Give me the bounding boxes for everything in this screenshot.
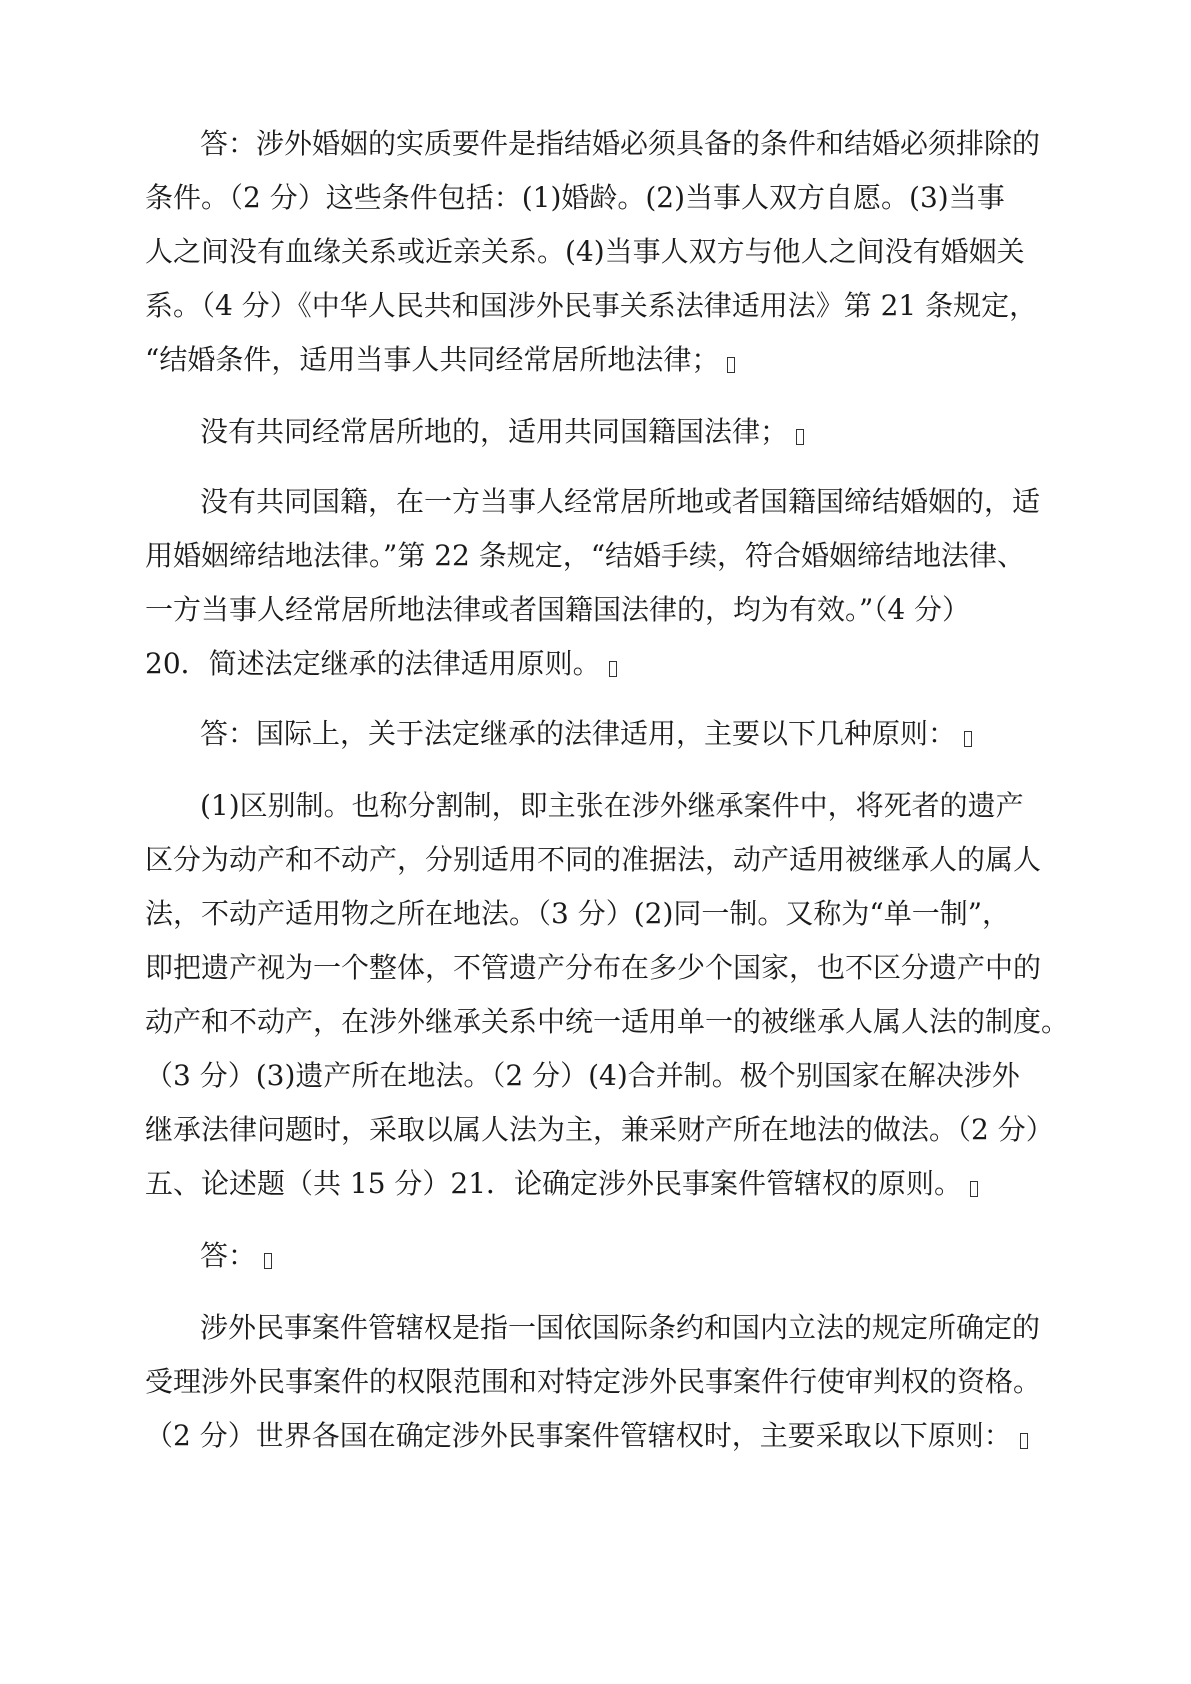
text-line: 人之间没有血缘关系或近亲关系。(4)当事人双方与他人之间没有婚姻关: [145, 235, 1025, 268]
text-line: 答：涉外婚姻的实质要件是指结婚必须具备的条件和结婚必须排除的: [200, 127, 1041, 160]
placeholder-glyph-icon: [1020, 1433, 1028, 1449]
placeholder-glyph-icon: [970, 1181, 978, 1197]
text-line: 系。（4 分）《中华人民共和国涉外民事关系法律适用法》第 21 条规定，: [145, 289, 1038, 322]
text-line: 答：国际上，关于法定继承的法律适用，主要以下几种原则：: [200, 716, 972, 752]
text-line: 一方当事人经常居所地法律或者国籍国法律的，均为有效。”（4 分）: [145, 593, 971, 626]
placeholder-glyph-icon: [264, 1253, 272, 1269]
text-line: （2 分）世界各国在确定涉外民事案件管辖权时，主要采取以下原则：: [145, 1418, 1028, 1454]
placeholder-glyph-icon: [609, 661, 617, 677]
text-line: 法，不动产适用物之所在地法。（3 分）(2)同一制。又称为“单一制”，: [145, 897, 1011, 930]
text-line: 没有共同经常居所地的，适用共同国籍国法律；: [200, 414, 804, 450]
text-line: 受理涉外民事案件的权限范围和对特定涉外民事案件行使审判权的资格。: [145, 1365, 1042, 1398]
text-line: “结婚条件，适用当事人共同经常居所地法律；: [145, 342, 735, 378]
placeholder-glyph-icon: [964, 731, 972, 747]
text-line: 答：: [200, 1238, 272, 1274]
text-line: 继承法律问题时，采取以属人法为主，兼采财产所在地法的做法。（2 分）: [145, 1113, 1054, 1146]
text-line: 即把遗产视为一个整体，不管遗产分布在多少个国家，也不区分遗产中的: [145, 951, 1042, 984]
text-line: 动产和不动产，在涉外继承关系中统一适用单一的被继承人属人法的制度。: [145, 1005, 1070, 1038]
text-line: （3 分）(3)遗产所在地法。（2 分）(4)合并制。极个别国家在解决涉外: [145, 1059, 1020, 1092]
text-line: 五、论述题（共 15 分）21．论确定涉外民事案件管辖权的原则。: [145, 1166, 978, 1202]
text-line: 涉外民事案件管辖权是指一国依国际条约和国内立法的规定所确定的: [200, 1311, 1041, 1344]
text-line: (1)区别制。也称分割制，即主张在涉外继承案件中，将死者的遗产: [200, 789, 1024, 822]
placeholder-glyph-icon: [796, 429, 804, 445]
text-line: 条件。（2 分）这些条件包括：(1)婚龄。(2)当事人双方自愿。(3)当事: [145, 181, 1005, 214]
text-line: 20．简述法定继承的法律适用原则。: [145, 646, 617, 682]
text-line: 用婚姻缔结地法律。”第 22 条规定，“结婚手续，符合婚姻缔结地法律、: [145, 539, 1026, 572]
text-line: 没有共同国籍，在一方当事人经常居所地或者国籍国缔结婚姻的，适: [200, 485, 1041, 518]
text-line: 区分为动产和不动产，分别适用不同的准据法，动产适用被继承人的属人: [145, 843, 1042, 876]
placeholder-glyph-icon: [727, 357, 735, 373]
